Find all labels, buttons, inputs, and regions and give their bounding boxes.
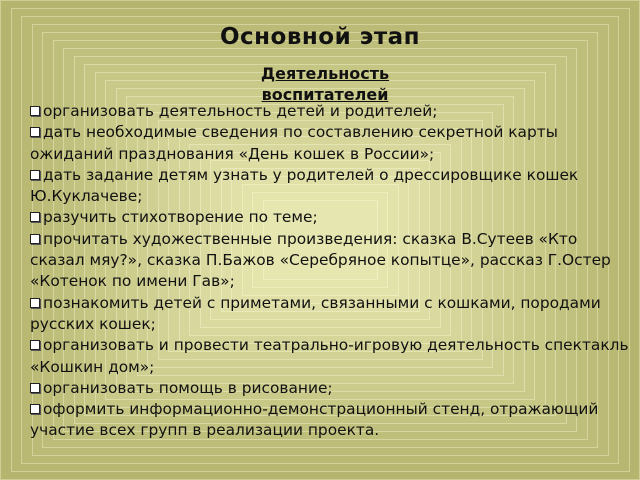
list-item-text: организовать деятельность детей и родителей; [43, 102, 438, 120]
list-item [30, 335, 630, 378]
bullet-list [30, 101, 630, 442]
list-item [30, 165, 630, 208]
list-item [30, 293, 630, 336]
list-item-text: организовать помощь в рисование; [43, 378, 333, 397]
list-item-text: дать задание детям узнать у родителей о дрессировщике кошек Ю.Куклачеве; [30, 165, 579, 206]
square-bullet-icon [30, 212, 40, 222]
square-bullet-icon [30, 127, 40, 137]
slide-title: Основной этап [219, 24, 421, 50]
list-item [30, 207, 630, 228]
list-item-text: познакомить детей с приметами, связанными с кошками, породами русских кошек; [30, 293, 601, 333]
list-item-text: прочитать художественные произведения: сказка В.Сутеев «Кто сказал мяу?», сказка П.Бажов «Серебряное копытце», рассказ Г.Остер «Котенок по имени Гав»; [30, 229, 611, 291]
list-item [30, 378, 630, 399]
list-item [30, 101, 630, 122]
list-item-text: разучить стихотворение по теме; [43, 208, 318, 227]
square-bullet-icon [30, 404, 40, 414]
list-item [30, 122, 630, 165]
list-item-text: организовать и провести театрально-игровую деятельность спектакль «Кошкин дом»; [30, 336, 629, 376]
square-bullet-icon [30, 106, 40, 116]
square-bullet-icon [30, 298, 40, 308]
list-item-text: дать необходимые сведения по составлению секретной карты ожиданий празднования «День кошек в России»; [30, 123, 558, 163]
square-bullet-icon [30, 234, 40, 244]
list-item [30, 399, 630, 442]
square-bullet-icon [30, 170, 40, 180]
list-item [30, 229, 630, 293]
slide-subtitle: Деятельность воспитателей [260, 64, 390, 104]
list-item-text: оформить информационно-демонстрационный стенд, отражающий участие всех групп в реализации проекта. [30, 400, 599, 440]
square-bullet-icon [30, 340, 40, 350]
square-bullet-icon [30, 383, 40, 393]
